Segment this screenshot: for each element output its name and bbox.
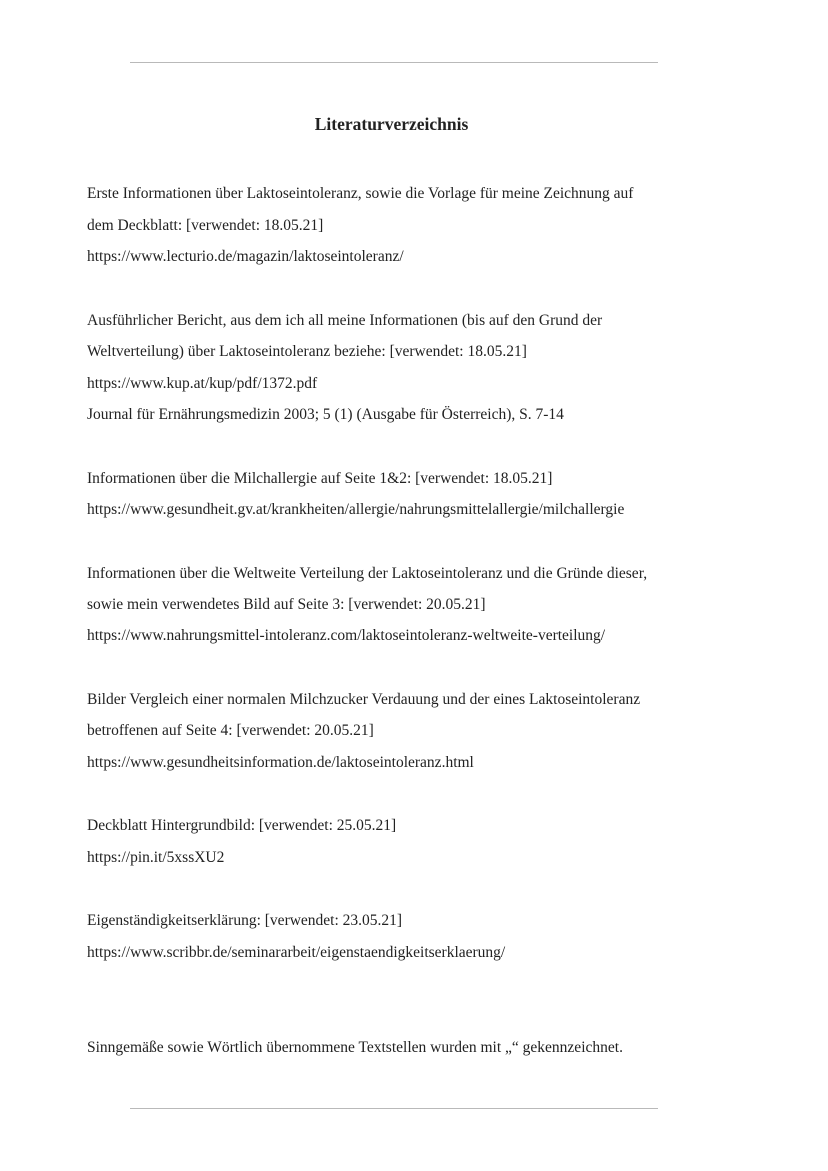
entry-2-url: https://www.kup.at/kup/pdf/1372.pdf [87, 375, 318, 392]
bottom-divider [130, 1108, 658, 1109]
entry-1-line-2: dem Deckblatt: [verwendet: 18.05.21] [87, 217, 324, 234]
entry-2-line-1: Ausführlicher Bericht, aus dem ich all meine Informationen (bis auf den Grund der [87, 312, 603, 329]
page-title: Literaturverzeichnis [314, 114, 469, 134]
entry-6-url: https://pin.it/5xssXU2 [87, 849, 225, 866]
entry-4-line-1: Informationen über die Weltweite Verteilung der Laktoseintoleranz und die Gründe dieser, [87, 565, 648, 582]
entry-5-url: https://www.gesundheitsinformation.de/laktoseintoleranz.html [87, 754, 474, 771]
entry-2-journal: Journal für Ernährungsmedizin 2003; 5 (1) (Ausgabe für Österreich), S. 7-14 [87, 406, 564, 423]
entry-1-url: https://www.lecturio.de/magazin/laktoseintoleranz/ [87, 248, 404, 265]
entry-7-line-1: Eigenständigkeitserklärung: [verwendet: 23.05.21] [87, 912, 403, 929]
entry-3-line-1: Informationen über die Milchallergie auf Seite 1&2: [verwendet: 18.05.21] [87, 470, 553, 487]
entry-4-line-2: sowie mein verwendetes Bild auf Seite 3: [verwendet: 20.05.21] [87, 596, 486, 613]
entry-4-url: https://www.nahrungsmittel-intoleranz.com/laktoseintoleranz-weltweite-verteilung/ [87, 627, 606, 644]
entry-6-line-1: Deckblatt Hintergrundbild: [verwendet: 25.05.21] [87, 817, 397, 834]
entry-5-line-2: betroffenen auf Seite 4: [verwendet: 20.05.21] [87, 722, 374, 739]
entry-5-line-1: Bilder Vergleich einer normalen Milchzucker Verdauung und der eines Laktoseintoleranz [87, 691, 641, 708]
entry-3-url: https://www.gesundheit.gv.at/krankheiten/allergie/nahrungsmittelallergie/milchallergie [87, 501, 625, 518]
entry-7-url: https://www.scribbr.de/seminararbeit/eigenstaendigkeitserklaerung/ [87, 944, 506, 961]
footnote-text: Sinngemäße sowie Wörtlich übernommene Textstellen wurden mit „“ gekennzeichnet. [87, 1039, 623, 1056]
top-divider [130, 62, 658, 63]
entry-2-line-2: Weltverteilung) über Laktoseintoleranz beziehe: [verwendet: 18.05.21] [87, 343, 527, 360]
entry-1-line-1: Erste Informationen über Laktoseintoleranz, sowie die Vorlage für meine Zeichnung auf [87, 185, 634, 202]
